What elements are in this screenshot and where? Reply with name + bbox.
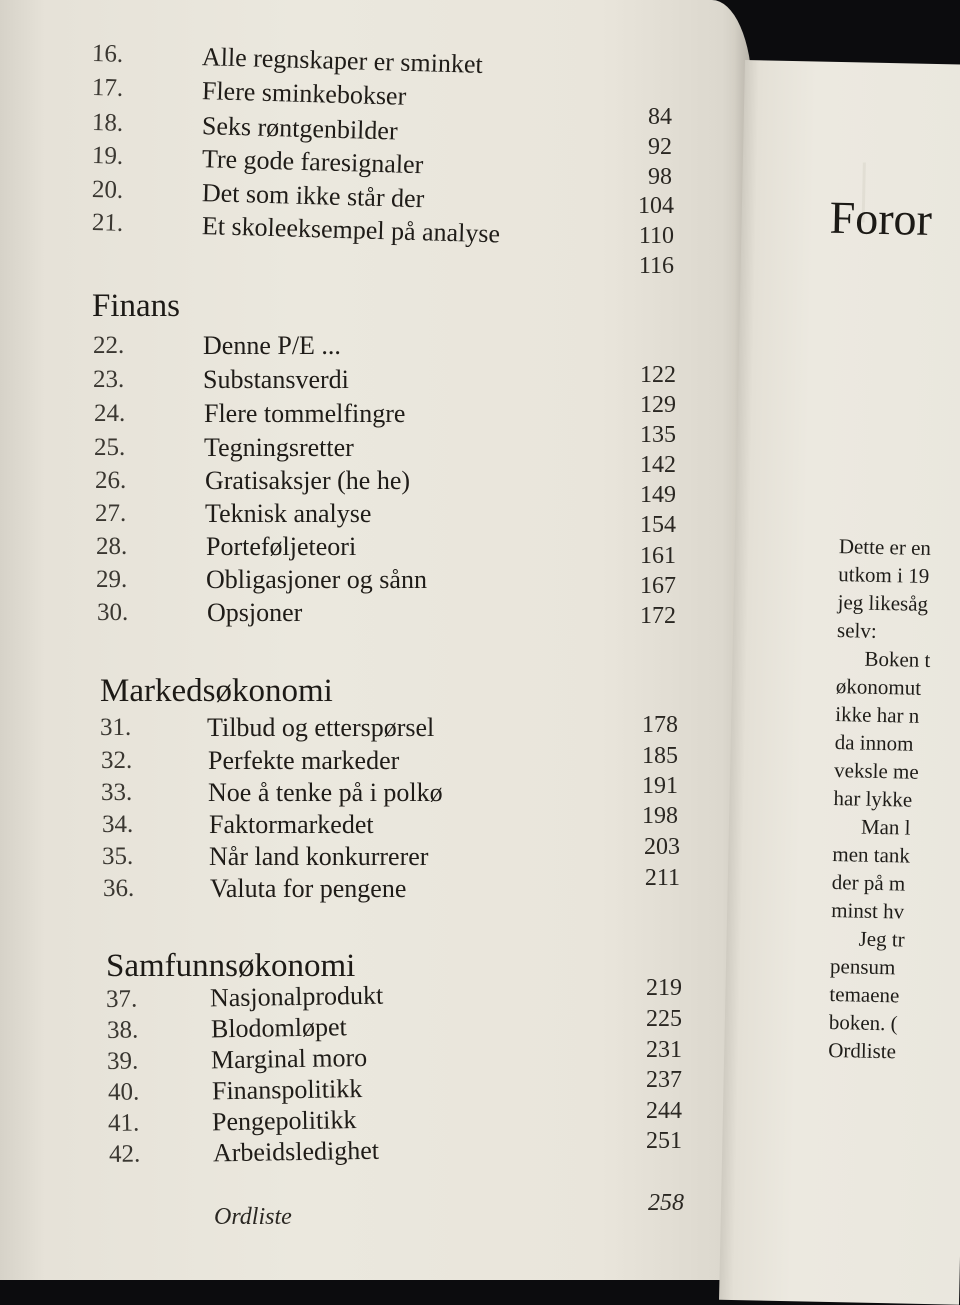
- toc-page-number: 203: [644, 834, 680, 860]
- toc-entry-number: 35.: [102, 843, 134, 870]
- toc-entry-number: 17.: [91, 74, 124, 102]
- toc-entry-title: Marginal moro: [210, 1042, 368, 1075]
- toc-entry-title: Denne P/E ...: [203, 331, 341, 360]
- body-text-line: Boken t: [864, 646, 931, 673]
- toc-entry-title: Flere sminkebokser: [201, 76, 407, 111]
- section-heading: Samfunnsøkonomi: [106, 948, 356, 984]
- toc-page-number: 104: [638, 193, 674, 219]
- toc-entry-number: 41.: [107, 1109, 140, 1137]
- toc-page-number: 237: [646, 1067, 682, 1093]
- toc-entry-number: 29.: [96, 566, 128, 593]
- toc-entry: [91, 174, 425, 214]
- toc-entry: [107, 1074, 363, 1109]
- toc-entry: [107, 1105, 357, 1140]
- toc-page-number: 142: [640, 452, 676, 478]
- toc-entry: [91, 72, 407, 111]
- toc-entry-title: Seks røntgenbilder: [201, 111, 398, 146]
- toc-entry-title: Gratisaksjer (he he): [205, 466, 411, 495]
- toc-page-number: 211: [644, 865, 680, 891]
- body-text-line: Dette er en: [838, 534, 932, 560]
- toc-entry-title: Pengepolitikk: [211, 1105, 357, 1137]
- toc-entry-title: Perfekte markeder: [208, 746, 400, 775]
- toc-page-number: 191: [642, 773, 678, 799]
- toc-entry-title: Arbeidsledighet: [212, 1135, 380, 1168]
- toc-entry-number: 18.: [91, 109, 124, 137]
- body-text-line: jeg likesåg: [837, 590, 929, 616]
- body-text-line: Jeg tr: [858, 926, 905, 952]
- section-heading: Markedsøkonomi: [100, 673, 333, 709]
- toc-entry-title: Valuta for pengene: [210, 874, 407, 903]
- toc-entry-number: 23.: [93, 366, 125, 393]
- body-text-line: Man l: [860, 814, 911, 840]
- body-text-line: men tank: [832, 842, 911, 868]
- toc-entry-number: 33.: [101, 779, 133, 806]
- right-page: [719, 60, 960, 1305]
- toc-entry: [91, 107, 398, 146]
- toc-entry-title: Substansverdi: [203, 365, 349, 394]
- toc-entry-title: Når land konkurrerer: [209, 842, 429, 871]
- toc-entry-number: 38.: [106, 1016, 139, 1044]
- toc-page-number: 154: [640, 512, 676, 538]
- toc-page-number: 98: [648, 164, 672, 190]
- toc-page-number: 178: [642, 712, 678, 738]
- body-text-line: da innom: [834, 730, 914, 756]
- toc-entry-number: 31.: [100, 714, 132, 741]
- toc-entry-title: Opsjoner: [207, 598, 303, 627]
- toc-entry-title: Obligasjoner og sånn: [206, 565, 427, 594]
- toc-entry-title: Porteføljeteori: [206, 532, 357, 561]
- body-text-line: har lykke: [833, 786, 913, 812]
- toc-entry-title: Faktormarkedet: [209, 810, 374, 839]
- toc-entry: [91, 38, 484, 79]
- toc-page-number: 129: [640, 392, 676, 418]
- toc-entry-number: 36.: [103, 875, 135, 902]
- toc-entry-title: Tilbud og etterspørsel: [207, 713, 435, 742]
- body-text-line: økonomut: [835, 674, 922, 700]
- toc-entry-title: Nasjonalprodukt: [209, 980, 384, 1013]
- toc-entry: [91, 140, 424, 180]
- body-text-line: pensum: [829, 953, 896, 980]
- toc-page-number: 185: [642, 743, 678, 769]
- toc-page-number: 251: [646, 1128, 682, 1154]
- body-text-line: temaene: [829, 981, 900, 1008]
- ordliste-page-number: 258: [648, 1190, 684, 1216]
- toc-entry: [91, 207, 501, 249]
- toc-page-number: 219: [646, 975, 682, 1001]
- toc-entry-number: 30.: [97, 599, 129, 626]
- toc-page-number: 244: [646, 1098, 682, 1124]
- toc-entry-number: 39.: [106, 1047, 139, 1075]
- toc-entry: [106, 1012, 347, 1047]
- toc-entry-number: 26.: [95, 467, 127, 494]
- toc-entry-number: 25.: [94, 434, 126, 461]
- body-text-line: boken. (: [828, 1009, 898, 1036]
- toc-page-number: 84: [648, 104, 672, 130]
- body-text-line: veksle me: [833, 758, 919, 784]
- body-text-line: ikke har n: [835, 702, 920, 728]
- toc-page-number: 161: [640, 543, 676, 569]
- ordliste-label: Ordliste: [214, 1204, 292, 1230]
- body-text-line: Ordliste: [828, 1037, 897, 1064]
- toc-entry-title: Et skoleeksempel på analyse: [201, 211, 501, 249]
- toc-page-number: 231: [646, 1037, 682, 1063]
- toc-page-number: 116: [638, 253, 674, 279]
- toc-entry-number: 42.: [108, 1140, 141, 1168]
- toc-entry-title: Teknisk analyse: [205, 499, 372, 528]
- toc-entry-title: Det som ikke står der: [201, 178, 425, 214]
- toc-entry-number: 16.: [91, 40, 124, 68]
- toc-entry-number: 40.: [107, 1078, 140, 1106]
- toc-page-number: 110: [638, 223, 674, 249]
- chapter-title: Foror: [829, 191, 933, 245]
- toc-page-number: 198: [642, 803, 678, 829]
- toc-entry-number: 21.: [91, 209, 124, 237]
- toc-entry-title: Tre gode faresignaler: [201, 144, 424, 180]
- toc-entry-number: 34.: [102, 811, 134, 838]
- toc-entry: [106, 1042, 368, 1078]
- toc-page-number: 149: [640, 482, 676, 508]
- toc-entry: [105, 980, 384, 1016]
- toc-entry-title: Flere tommelfingre: [204, 399, 406, 428]
- toc-page-number: 92: [648, 134, 672, 160]
- toc-entry-number: 32.: [101, 747, 133, 774]
- toc-entry-title: Alle regnskaper er sminket: [201, 42, 484, 79]
- body-text-line: utkom i 19: [838, 562, 930, 588]
- body-text-line: selv:: [836, 618, 877, 643]
- toc-page-number: 122: [640, 362, 676, 388]
- toc-page-number: 135: [640, 422, 676, 448]
- section-heading: Finans: [92, 288, 181, 324]
- toc-page-number: 172: [640, 603, 676, 629]
- toc-page-number: 225: [646, 1006, 682, 1032]
- toc-entry-title: Tegningsretter: [204, 433, 354, 462]
- body-text-line: minst hv: [830, 897, 905, 924]
- toc-entry-number: 37.: [105, 985, 138, 1013]
- toc-entry-number: 27.: [95, 500, 127, 527]
- toc-entry-number: 19.: [91, 142, 124, 170]
- body-text-line: der på m: [831, 870, 906, 896]
- toc-entry-number: 24.: [94, 400, 126, 427]
- toc-entry-title: Blodomløpet: [210, 1012, 347, 1044]
- toc-entry-number: 22.: [93, 332, 125, 359]
- toc-entry-number: 28.: [96, 533, 128, 560]
- toc-entry-title: Noe å tenke på i polkø: [208, 778, 443, 807]
- toc-entry-title: Finanspolitikk: [211, 1074, 363, 1106]
- toc-entry: [108, 1135, 380, 1171]
- toc-page-number: 167: [640, 573, 676, 599]
- toc-entry-number: 20.: [91, 176, 124, 204]
